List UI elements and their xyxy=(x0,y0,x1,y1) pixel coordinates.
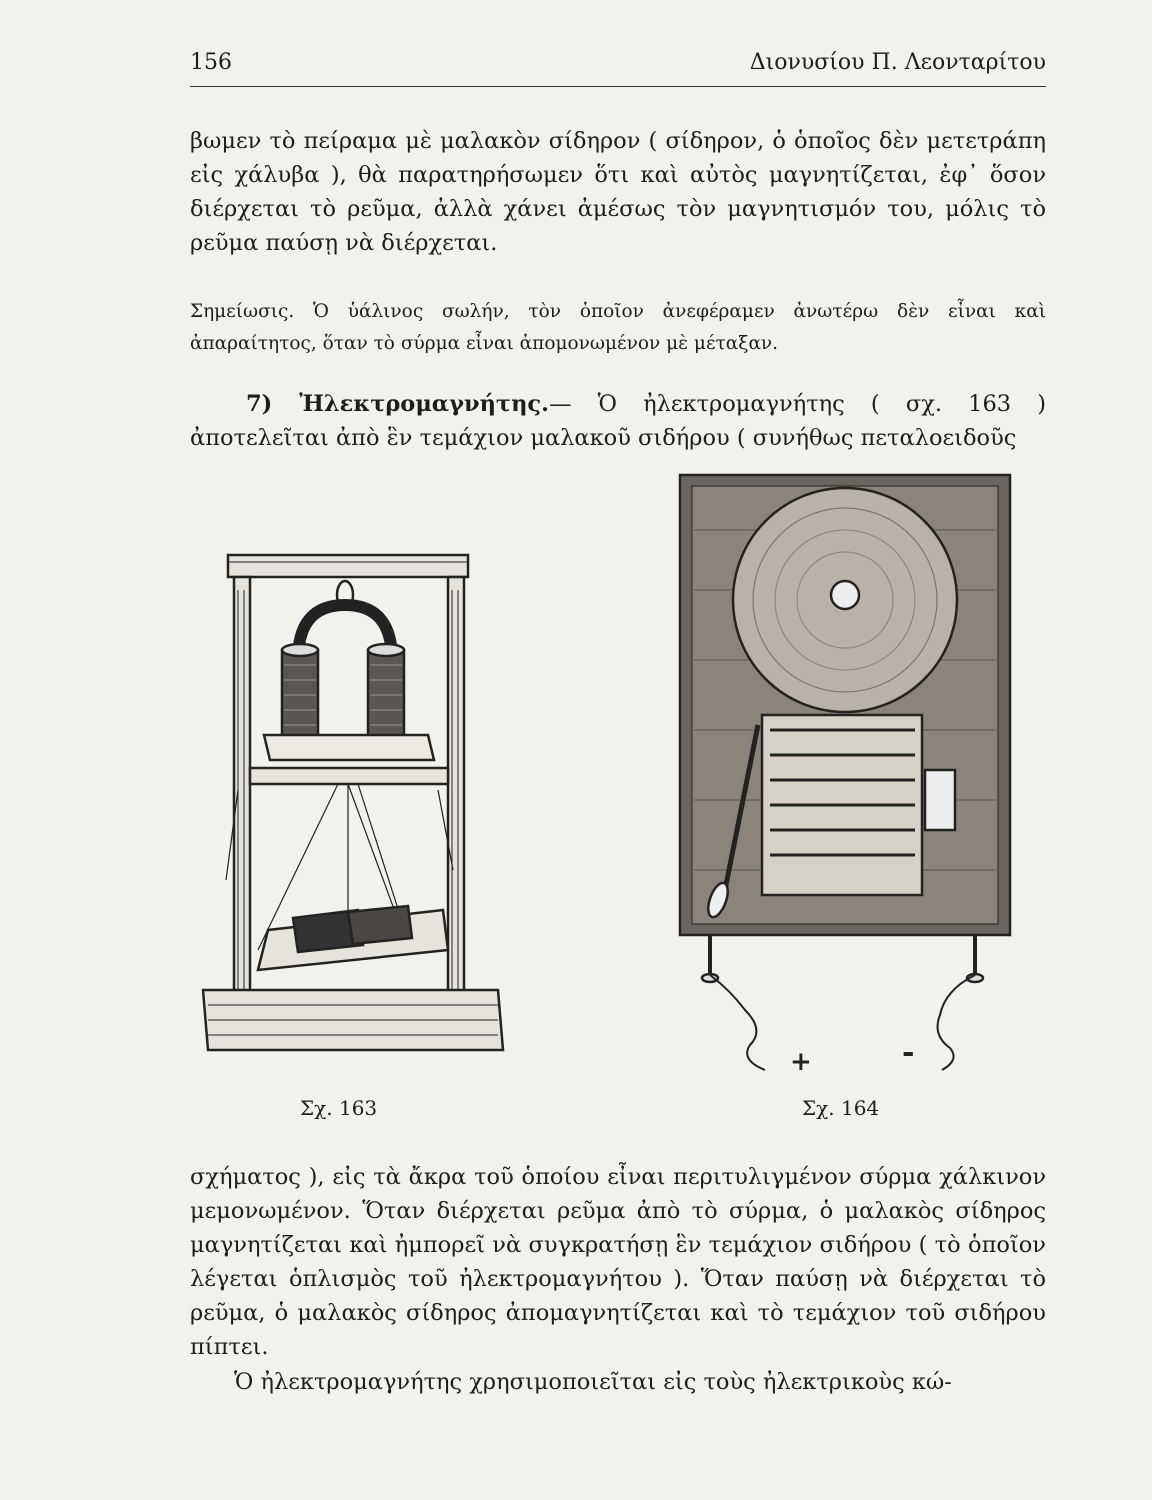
positive-terminal-sign: + xyxy=(790,1047,812,1077)
section-heading: 7) Ἠλεκτρομαγνήτης. xyxy=(246,391,549,417)
paragraph-4: σχήματος ), εἰς τὰ ἄκρα τοῦ ὁποίου εἶναι περιτυλιγμένον σύρμα χάλκινον μεμονωμένον. Ὅταν διέρχεται ρεῦμα ἀπὸ τὸ σύρμα, ὁ μαλακὸς σίδηρος μαγνητίζεται καὶ ἠμπορεῖ νὰ συγκρατήσῃ ἓν τεμάχιον σιδήρου ( τὸ ὁποῖον λέγεται ὁπλισμὸς τοῦ ἠλεκτρομαγνήτου ). Ὅταν παύσῃ νὰ διέρχεται τὸ ρεῦμα, ὁ μαλακὸς σίδηρος ἀπομαγνητίζεται καὶ τὸ τεμάχιον τοῦ σιδήρου πίπτει. xyxy=(190,1164,1046,1360)
section-paragraph xyxy=(190,387,1046,455)
negative-terminal-sign: - xyxy=(902,1035,915,1070)
header-rule xyxy=(190,86,1046,87)
note-paragraph: Σημείωσις. Ὁ ὑάλινος σωλήν, τὸν ὁποῖον ἀνεφέραμεν ἀνωτέρω δὲν εἶναι καὶ ἀπαραίτητος, ὅταν τὸ σύρμα εἶναι ἀπομονωμένον μὲ μέταξαν. xyxy=(190,301,1046,354)
section-text: — Ὁ ἠλεκτρομαγνήτης ( σχ. 163 ) ἀποτελεῖται ἀπὸ ἓν τεμάχιον μαλακοῦ σιδήρου ( συνήθως πεταλοειδοῦς xyxy=(190,391,1047,451)
figure-164-caption: Σχ. 164 xyxy=(802,1096,880,1120)
paragraph-1: βωμεν τὸ πείραμα μὲ μαλακὸν σίδηρον ( σίδηρον, ὁ ὁποῖος δὲν μετετράπη εἰς χάλυβα ), θὰ παρατηρήσωμεν ὅτι καὶ αὐτὸς μαγνητίζεται, ἐφ᾽ ὅσον διέρχεται τὸ ρεῦμα, ἀλλὰ χάνει ἀμέσως τὸν μαγνητισμόν του, μόλις τὸ ρεῦμα παύσῃ νὰ διέρχεται. xyxy=(190,128,1046,256)
paragraph-5: Ὁ ἠλεκτρομαγνήτης χρησιμοποιεῖται εἰς τοὺς ἠλεκτρικοὺς κώ- xyxy=(234,1369,952,1395)
figure-163-caption: Σχ. 163 xyxy=(300,1096,378,1120)
running-head: Διονυσίου Π. Λεονταρίτου xyxy=(749,50,1046,75)
page-number: 156 xyxy=(190,50,232,75)
electric-bell-figure xyxy=(670,470,1020,1080)
electromagnet-figure xyxy=(198,550,508,1070)
